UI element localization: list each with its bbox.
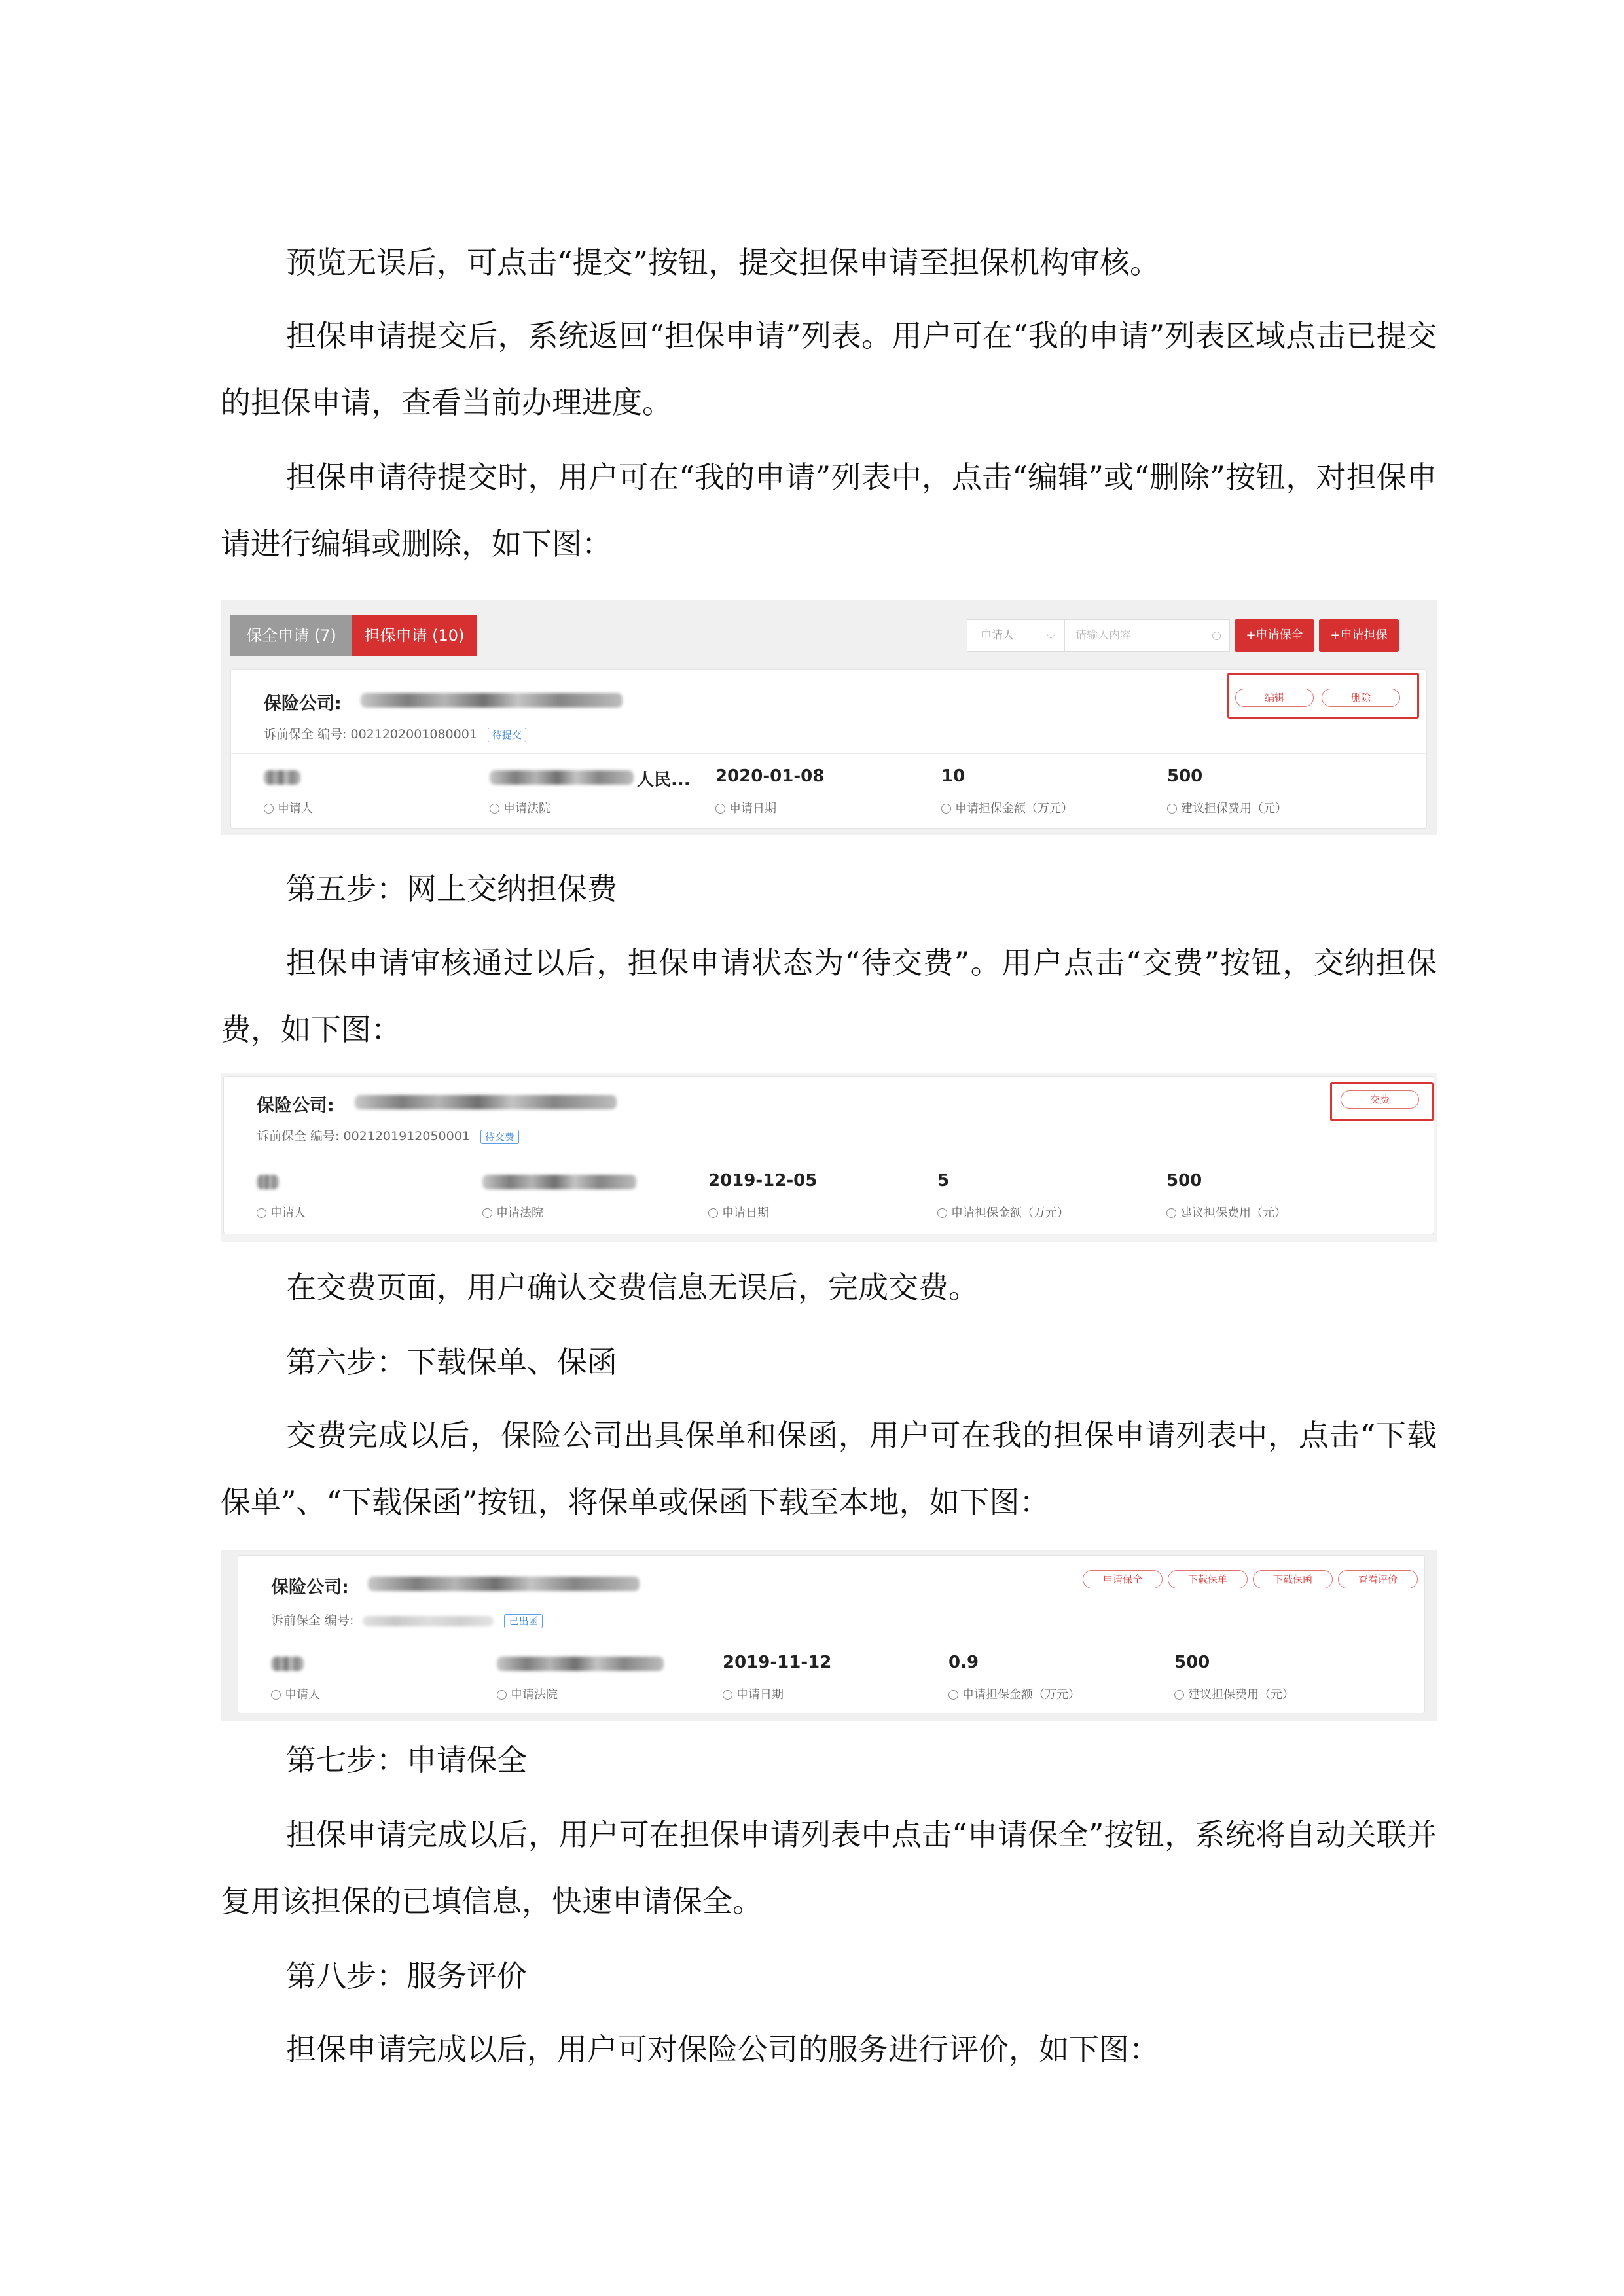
download-letter-button[interactable]: 下载保函: [1253, 1570, 1333, 1588]
applicant-redacted: [264, 770, 300, 785]
case-number-text: 诉前保全 编号:: [271, 1613, 354, 1628]
user-icon: [257, 1208, 266, 1218]
fee-label: [1167, 799, 1287, 816]
court-redacted: [490, 770, 634, 785]
paragraph-pay: 担保申请审核通过以后，担保申请状态为“待交费”。用户点击“交费”按钮，交纳担保费，如下图：: [221, 945, 1437, 1047]
user-icon: [264, 804, 274, 814]
court-icon: [497, 1690, 507, 1700]
pay-button[interactable]: 交费: [1341, 1090, 1419, 1109]
company-label: 保险公司:: [271, 1577, 349, 1598]
court-redacted: [497, 1657, 664, 1671]
user-icon: [271, 1690, 281, 1700]
date-value: 2019-11-12: [723, 1653, 832, 1672]
clock-icon: [723, 1690, 732, 1700]
court-label: [497, 1685, 558, 1702]
case-number-text: 诉前保全 编号: 0021201912050001: [257, 1129, 470, 1143]
applicant-label-text: 申请人: [270, 1206, 306, 1220]
amount-label-text: 申请担保金额（万元）: [951, 1206, 1069, 1220]
search-icon: ○: [1212, 629, 1221, 642]
fee-label: [1174, 1685, 1294, 1702]
paragraph-download: 交费完成以后，保险公司出具保单和保函，用户可在我的担保申请列表中，点击“下载保单”、“下载保函”按钮，将保单或保函下载至本地，如下图：: [221, 1418, 1437, 1520]
date-label-text: 申请日期: [736, 1688, 784, 1702]
fee-label-text: 建议担保费用（元）: [1181, 802, 1287, 816]
filter-select-value: 申请人: [981, 629, 1014, 642]
case-number-text: 诉前保全 编号: 0021202001080001: [264, 727, 477, 742]
amount-label-text: 申请担保金额（万元）: [962, 1688, 1080, 1702]
amount-value: 5: [937, 1171, 950, 1191]
application-card[interactable]: [238, 1555, 1425, 1713]
court-value: 人民...: [637, 770, 691, 790]
apply-guarantee-button[interactable]: +申请担保: [1319, 619, 1399, 652]
company-name-redacted: [368, 1577, 640, 1591]
company-name-redacted: [355, 1095, 617, 1109]
applicant-redacted: [271, 1657, 304, 1671]
applicant-label: [257, 1204, 306, 1221]
court-label: [482, 1204, 543, 1221]
amount-label: [948, 1685, 1080, 1702]
highlight-box: [1227, 673, 1419, 719]
money-icon: [1166, 1208, 1176, 1218]
clock-icon: [715, 804, 725, 814]
amount-label: [941, 799, 1073, 816]
applicant-label: [271, 1685, 320, 1702]
status-badge: 待交费: [480, 1130, 519, 1144]
date-label: [723, 1685, 784, 1702]
highlight-box: [1330, 1082, 1434, 1121]
fee-label: [1166, 1204, 1286, 1221]
court-label-text: 申请法院: [496, 1206, 543, 1220]
fee-value: 500: [1167, 766, 1203, 786]
fee-value: 500: [1174, 1653, 1210, 1672]
money-icon: [948, 1690, 958, 1700]
court-redacted: [482, 1175, 636, 1189]
chevron-down-icon: ⌵: [1047, 629, 1055, 642]
company-name-redacted: [361, 693, 623, 708]
case-number-redacted: [363, 1616, 494, 1626]
filter-select[interactable]: [967, 619, 1065, 652]
court-label-text: 申请法院: [511, 1688, 558, 1702]
screenshot-pending-submit: [221, 600, 1437, 835]
applicant-label-text: 申请人: [278, 802, 313, 816]
fee-value: 500: [1166, 1171, 1202, 1191]
clock-icon: [708, 1208, 718, 1218]
applicant-label-text: 申请人: [285, 1688, 320, 1702]
applicant-label: [264, 799, 313, 816]
date-value: 2020-01-08: [715, 766, 825, 786]
case-number: [257, 1126, 519, 1144]
court-icon: [490, 804, 499, 814]
court-label: [490, 799, 550, 816]
screenshot-pending-payment: [221, 1073, 1437, 1242]
delete-button[interactable]: 删除: [1322, 689, 1400, 707]
company-label: 保险公司:: [264, 694, 342, 714]
money-icon: [1174, 1690, 1184, 1700]
date-value: 2019-12-05: [708, 1171, 818, 1191]
money-icon: [941, 804, 951, 814]
heading-step5: 第五步：网上交纳担保费: [286, 871, 617, 906]
court-icon: [482, 1208, 492, 1218]
date-label-text: 申请日期: [722, 1206, 769, 1220]
amount-label-text: 申请担保金额（万元）: [955, 802, 1073, 816]
apply-preservation-button[interactable]: +申请保全: [1235, 619, 1314, 652]
applicant-redacted: [257, 1175, 279, 1189]
status-badge: 待提交: [488, 728, 526, 742]
court-label-text: 申请法院: [503, 802, 550, 816]
paragraph-confirm-payment: 在交费页面，用户确认交费信息无误后，完成交费。: [286, 1270, 979, 1305]
amount-value: 10: [941, 766, 965, 786]
money-icon: [937, 1208, 947, 1218]
search-input[interactable]: [1065, 619, 1230, 652]
company-label: 保险公司:: [257, 1096, 334, 1116]
fee-label-text: 建议担保费用（元）: [1180, 1206, 1286, 1220]
amount-label: [937, 1204, 1069, 1221]
tab-guarantee[interactable]: 担保申请 (10): [352, 615, 477, 656]
date-label-text: 申请日期: [729, 802, 776, 816]
paragraph-edit-delete: 担保申请待提交时，用户可在“我的申请”列表中，点击“编辑”或“删除”按钮，对担保申请进行编辑或删除，如下图：: [221, 459, 1437, 562]
divider: [231, 753, 1426, 754]
paragraph-after-submit: 担保申请提交后，系统返回“担保申请”列表。用户可在“我的申请”列表区域点击已提交的担保申请，查看当前办理进度。: [221, 318, 1437, 420]
amount-value: 0.9: [948, 1653, 979, 1672]
search-placeholder: 请输入内容: [1075, 629, 1131, 642]
heading-step8: 第八步：服务评价: [286, 1958, 527, 1994]
fee-label-text: 建议担保费用（元）: [1188, 1688, 1294, 1702]
paragraph-review: 担保申请完成以后，用户可对保险公司的服务进行评价，如下图：: [286, 2032, 1159, 2067]
date-label: [715, 799, 776, 816]
tab-preservation[interactable]: 保全申请 (7): [230, 615, 352, 656]
screenshot-letter-issued: [221, 1550, 1437, 1721]
download-policy-button[interactable]: 下载保单: [1168, 1570, 1248, 1588]
case-number: [271, 1611, 543, 1628]
paragraph-preservation: 担保申请完成以后，用户可在担保申请列表中点击“申请保全”按钮，系统将自动关联并复用该担保的已填信息，快速申请保全。: [221, 1817, 1437, 1919]
edit-button[interactable]: 编辑: [1235, 689, 1314, 707]
money-icon: [1167, 804, 1177, 814]
date-label: [708, 1204, 769, 1221]
case-number: [264, 725, 526, 742]
status-badge: 已出函: [504, 1614, 543, 1628]
application-card[interactable]: [223, 1076, 1434, 1234]
paragraph-submit: 预览无误后，可点击“提交”按钮，提交担保申请至担保机构审核。: [286, 245, 1161, 280]
heading-step6: 第六步：下载保单、保函: [286, 1344, 617, 1380]
apply-preservation-button[interactable]: 申请保全: [1083, 1570, 1163, 1588]
view-review-button[interactable]: 查看评价: [1338, 1570, 1418, 1588]
heading-step7: 第七步：申请保全: [286, 1742, 527, 1778]
